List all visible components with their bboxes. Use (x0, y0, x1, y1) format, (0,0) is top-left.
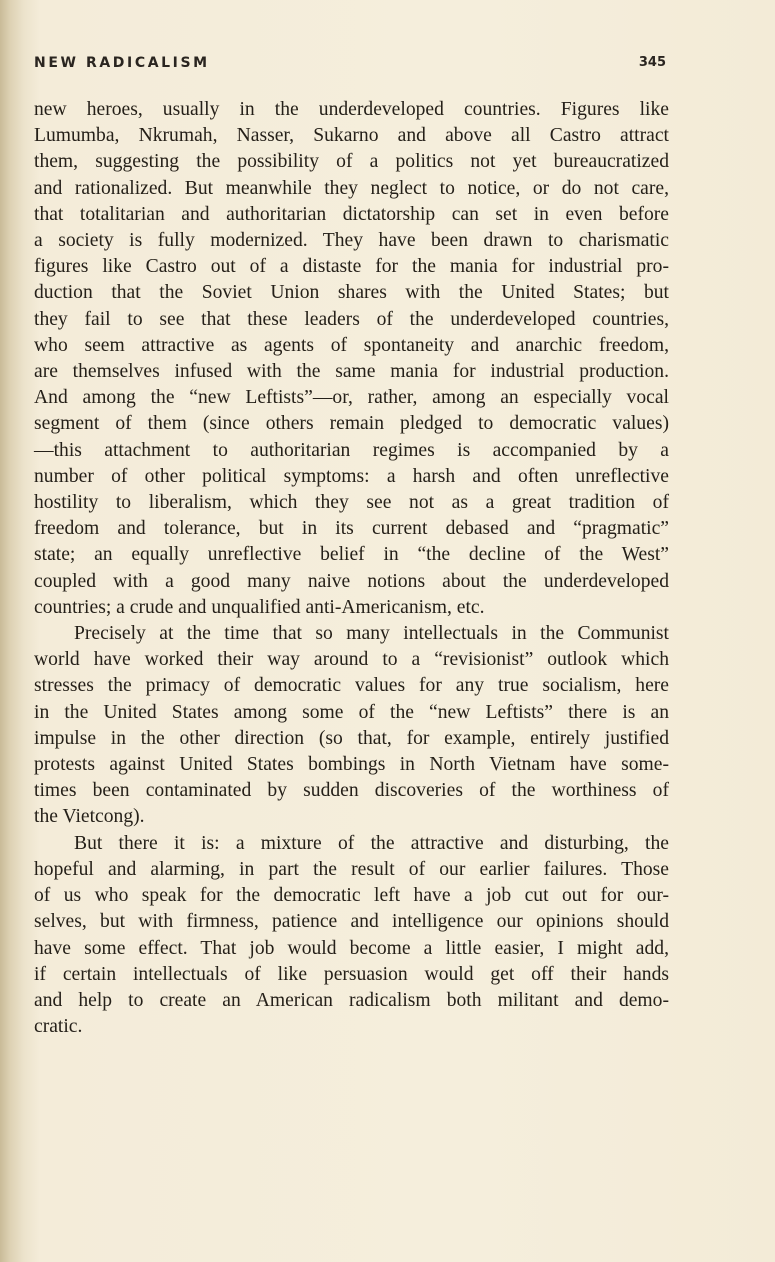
text-line: they fail to see that these leaders of the underdeveloped countries, (34, 308, 669, 330)
text-line: countries; a crude and unqualified anti-Americanism, etc. (34, 596, 485, 618)
text-line: new heroes, usually in the underdeveloped countries. Figures like (34, 99, 669, 120)
text-line: world have worked their way around to a “revisionist” outlook which (34, 649, 669, 671)
text-line: selves, but with firmness, patience and intelligence our opinions should (34, 911, 669, 933)
text-line: duction that the Soviet Union shares with the United States; but (34, 282, 669, 304)
paragraph (34, 621, 669, 831)
text-line: and help to create an American radicalism both militant and demo- (34, 989, 669, 1011)
text-line: freedom and tolerance, but in its current debased and “pragmatic” (34, 518, 669, 540)
text-line: if certain intellectuals of like persuasion would get off their hands (34, 963, 669, 985)
paragraph (34, 97, 669, 621)
text-line: times been contaminated by sudden discoveries of the worthiness of (34, 780, 669, 802)
text-line: —this attachment to authoritarian regimes is accompanied by a (34, 439, 669, 461)
text-line: impulse in the other direction (so that, for example, entirely justified (34, 727, 669, 749)
text-line: a society is fully modernized. They have been drawn to charismatic (34, 230, 669, 252)
text-line: have some effect. That job would become a little easier, I might add, (34, 937, 669, 959)
text-line: state; an equally unreflective belief in “the decline of the West” (34, 544, 669, 566)
text-line: protests against United States bombings in North Vietnam have some- (34, 754, 669, 776)
text-line: hostility to liberalism, which they see not as a great tradition of (34, 492, 669, 514)
text-line: figures like Castro out of a distaste for the mania for industrial pro- (34, 256, 669, 278)
text-line: hopeful and alarming, in part the result of our earlier failures. Those (34, 858, 669, 880)
text-line: are themselves infused with the same mania for industrial production. (34, 361, 669, 383)
text-line: But there it is: a mixture of the attractive and disturbing, the (74, 832, 669, 854)
text-line: stresses the primacy of democratic values for any true socialism, here (34, 675, 669, 697)
text-line: them, suggesting the possibility of a politics not yet bureaucratized (34, 151, 669, 173)
text-line: Precisely at the time that so many intellectuals in the Communist (74, 623, 669, 645)
text-line: cratic. (34, 1016, 83, 1038)
text-line: number of other political symptoms: a harsh and often unreflective (34, 465, 669, 487)
text-line: And among the “new Leftists”—or, rather, among an especially vocal (34, 387, 669, 409)
body-text (34, 97, 669, 1040)
running-head: NEW RADICALISM (34, 55, 210, 71)
text-line: that totalitarian and authoritarian dictatorship can set in even before (34, 203, 669, 225)
text-line: in the United States among some of the “new Leftists” there is an (34, 701, 669, 723)
page-number: 345 (638, 55, 666, 70)
text-line: the Vietcong). (34, 806, 145, 828)
paragraph (34, 831, 669, 1041)
text-line: of us who speak for the democratic left have a job cut out for our- (34, 885, 669, 907)
page-header (34, 52, 666, 74)
text-line: who seem attractive as agents of spontaneity and anarchic freedom, (34, 334, 669, 356)
text-line: coupled with a good many naive notions about the underdeveloped (34, 570, 669, 592)
text-line: segment of them (since others remain pledged to democratic values) (34, 413, 669, 435)
text-line: and rationalized. But meanwhile they neglect to notice, or do not care, (34, 177, 669, 199)
text-line: Lumumba, Nkrumah, Nasser, Sukarno and above all Castro attract (34, 125, 669, 147)
